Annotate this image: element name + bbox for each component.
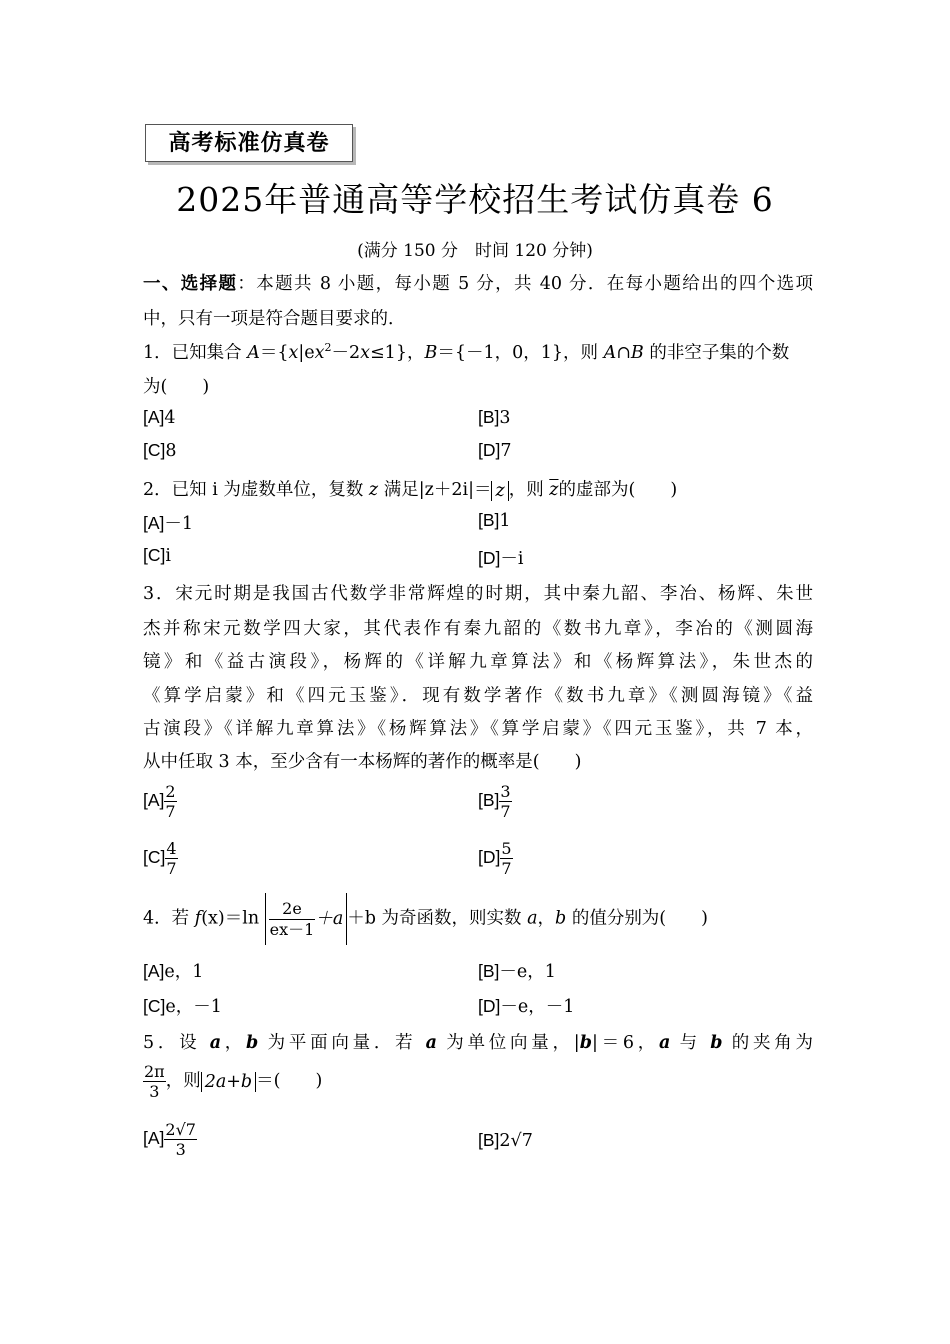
question-1-stem-cont: 为( ) [143,377,210,397]
question-3-line-3: 镜》和《益古演段》，杨辉的《详解九章算法》和《杨辉算法》，朱世杰的 [143,652,813,672]
section-intro-line-1: 一、选择题：本题共 8 小题，每小题 5 分，共 40 分．在每小题给出的四个选项 [143,274,813,294]
q3-option-b[interactable]: [B] $\frac{3}{7}$ [478,782,511,821]
q1-option-a[interactable]: [A]4 [143,407,176,428]
question-5-line-1: 5．设 a，b 为平面向量．若 a 为单位向量，|b|＝6，a 与 b 的夹角为 [143,1033,814,1053]
section-heading: 一、选择题 [143,274,238,294]
question-3-line-2: 杰并称宋元数学四大家，其代表作有秦九韶的《数书九章》，李冶的《测圆海 [143,619,813,639]
exam-subtitle: (满分 150 分 时间 120 分钟) [357,241,593,261]
q3-option-a[interactable]: [A] $\frac{2}{7}$ [143,782,176,821]
question-3-line-4: 《算学启蒙》和《四元玉鉴》．现有数学著作《数书九章》《测圆海镜》《益 [143,686,813,706]
q4-option-d[interactable]: [D]－e，－1 [478,996,575,1017]
q5-option-a[interactable]: [A] $\frac{2√7}{3}$ [143,1120,196,1159]
q2-option-b[interactable]: [B]1 [478,510,511,531]
question-1-stem: 1．已知集合 $A=\{x|ex^2-2x\le 1\}$，B＝{－1，0，1}，则 A∩B 的非空子集的个数 [143,341,790,363]
question-5-line-2: $\frac{2\pi}{3}$ ，则 2a+b ＝( ) [144,1062,323,1101]
q4-option-a[interactable]: [A]e，1 [143,961,204,982]
exam-type-tag: 高考标准仿真卷 [145,124,353,162]
q2-option-d[interactable]: [D]－i [478,548,524,569]
question-2-stem: 2．已知 i 为虚数单位，复数 z 满足|z＋2i|＝ z ，则 $\overline{z}$的虚部为( ) [143,480,678,501]
q1-option-b[interactable]: [B]3 [478,407,511,428]
page-title: 2025年普通高等学校招生考试仿真卷 6 [176,180,774,219]
q4-option-c[interactable]: [C]e，－1 [143,996,222,1017]
q2-option-c[interactable]: [C]i [143,545,171,566]
question-3-line-1: 3．宋元时期是我国古代数学非常辉煌的时期，其中秦九韶、李冶、杨辉、朱世 [143,584,813,604]
q2-option-a[interactable]: [A]－1 [143,513,194,534]
section-intro-line-2: 中，只有一项是符合题目要求的． [143,309,406,329]
question-4-stem: 4．若 f(x)＝ln $\frac{2e}{ex-1}$ ＋a ＋b 为奇函数，则实数 a，b 的值分别为( ) [143,893,813,945]
q1-option-c[interactable]: [C]8 [143,440,177,461]
question-3-line-6: 从中任取 3 本，至少含有一本杨辉的著作的概率是( ) [143,752,582,772]
q3-option-d[interactable]: [D] $\frac{5}{7}$ [478,839,512,878]
q4-option-b[interactable]: [B]－e，1 [478,961,556,982]
q5-option-b[interactable]: [B]2√7 [478,1130,533,1151]
q3-option-c[interactable]: [C] $\frac{4}{7}$ [143,839,177,878]
question-3-line-5: 古演段》《详解九章算法》《杨辉算法》《算学启蒙》《四元玉鉴》，共 7 本， [143,719,813,739]
q1-option-d[interactable]: [D]7 [478,440,512,461]
